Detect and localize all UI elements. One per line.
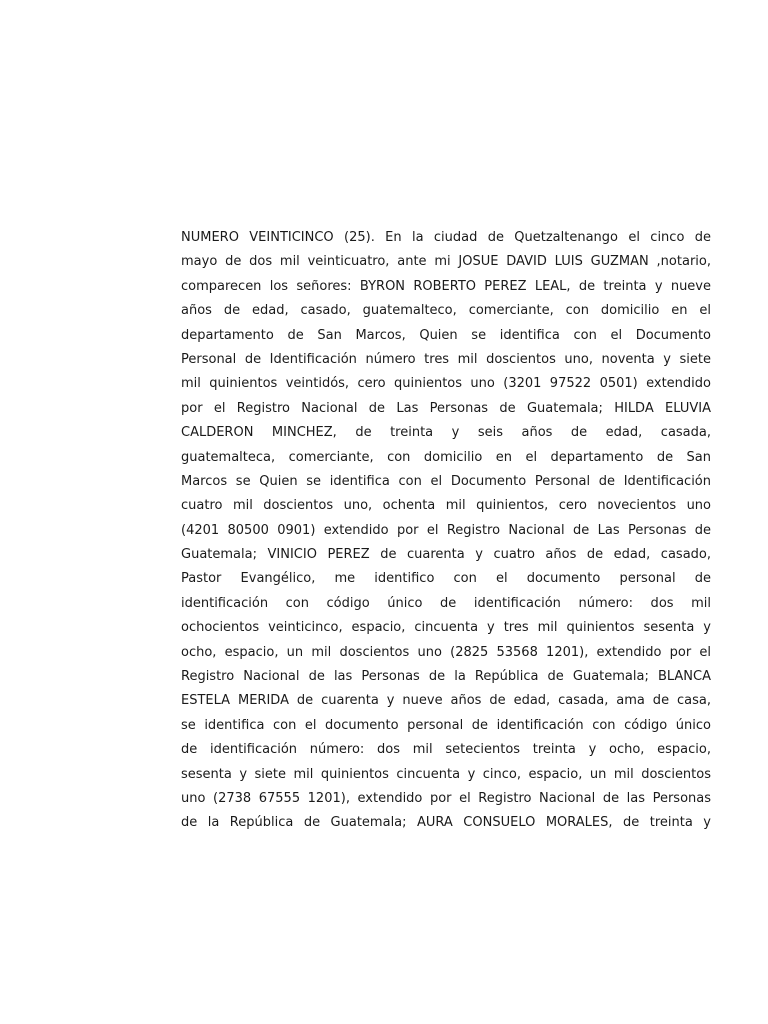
text-line: Marcos se Quien se identifica con el Documento Personal de Identificación [181, 473, 711, 489]
text-line: Guatemala; VINICIO PEREZ de cuarenta y cuatro años de edad, casado, [181, 547, 711, 563]
text-line: identificación con código único de identificación número: dos mil [181, 595, 711, 611]
text-line: Personal de Identificación número tres mil doscientos uno, noventa y siete [181, 351, 711, 367]
text-line: por el Registro Nacional de Las Personas de Guatemala; HILDA ELUVIA [181, 400, 711, 416]
text-line: años de edad, casado, guatemalteco, comerciante, con domicilio en el [181, 303, 711, 319]
text-line: mil quinientos veintidós, cero quinientos uno (3201 97522 0501) extendido [181, 376, 711, 392]
text-line: ocho, espacio, un mil doscientos uno (2825 53568 1201), extendido por el [181, 644, 711, 660]
text-line: departamento de San Marcos, Quien se identifica con el Documento [181, 327, 711, 343]
text-line: CALDERON MINCHEZ, de treinta y seis años de edad, casada, [181, 425, 711, 441]
text-line: mayo de dos mil veinticuatro, ante mi JOSUE DAVID LUIS GUZMAN ,notario, [181, 254, 711, 270]
text-line: sesenta y siete mil quinientos cincuenta y cinco, espacio, un mil doscientos [181, 766, 711, 782]
text-line: de la República de Guatemala; AURA CONSUELO MORALES, de treinta y [181, 815, 711, 831]
text-line: ochocientos veinticinco, espacio, cincuenta y tres mil quinientos sesenta y [181, 620, 711, 636]
text-line: se identifica con el documento personal de identificación con código único [181, 717, 711, 733]
text-line: cuatro mil doscientos uno, ochenta mil quinientos, cero novecientos uno [181, 498, 711, 514]
text-line: ESTELA MERIDA de cuarenta y nueve años de edad, casada, ama de casa, [181, 693, 711, 709]
text-line: Pastor Evangélico, me identifico con el documento personal de [181, 571, 711, 587]
text-line: NUMERO VEINTICINCO (25). En la ciudad de Quetzaltenango el cinco de [181, 230, 711, 245]
text-line: comparecen los señores: BYRON ROBERTO PEREZ LEAL, de treinta y nueve [181, 278, 711, 294]
document-body [181, 226, 711, 836]
text-line: de identificación número: dos mil setecientos treinta y ocho, espacio, [181, 742, 711, 758]
text-line: Registro Nacional de las Personas de la República de Guatemala; BLANCA [181, 669, 711, 685]
text-line: guatemalteca, comerciante, con domicilio en el departamento de San [181, 449, 711, 465]
text-line: uno (2738 67555 1201), extendido por el Registro Nacional de las Personas [181, 790, 711, 806]
text-line: (4201 80500 0901) extendido por el Registro Nacional de Las Personas de [181, 522, 711, 538]
